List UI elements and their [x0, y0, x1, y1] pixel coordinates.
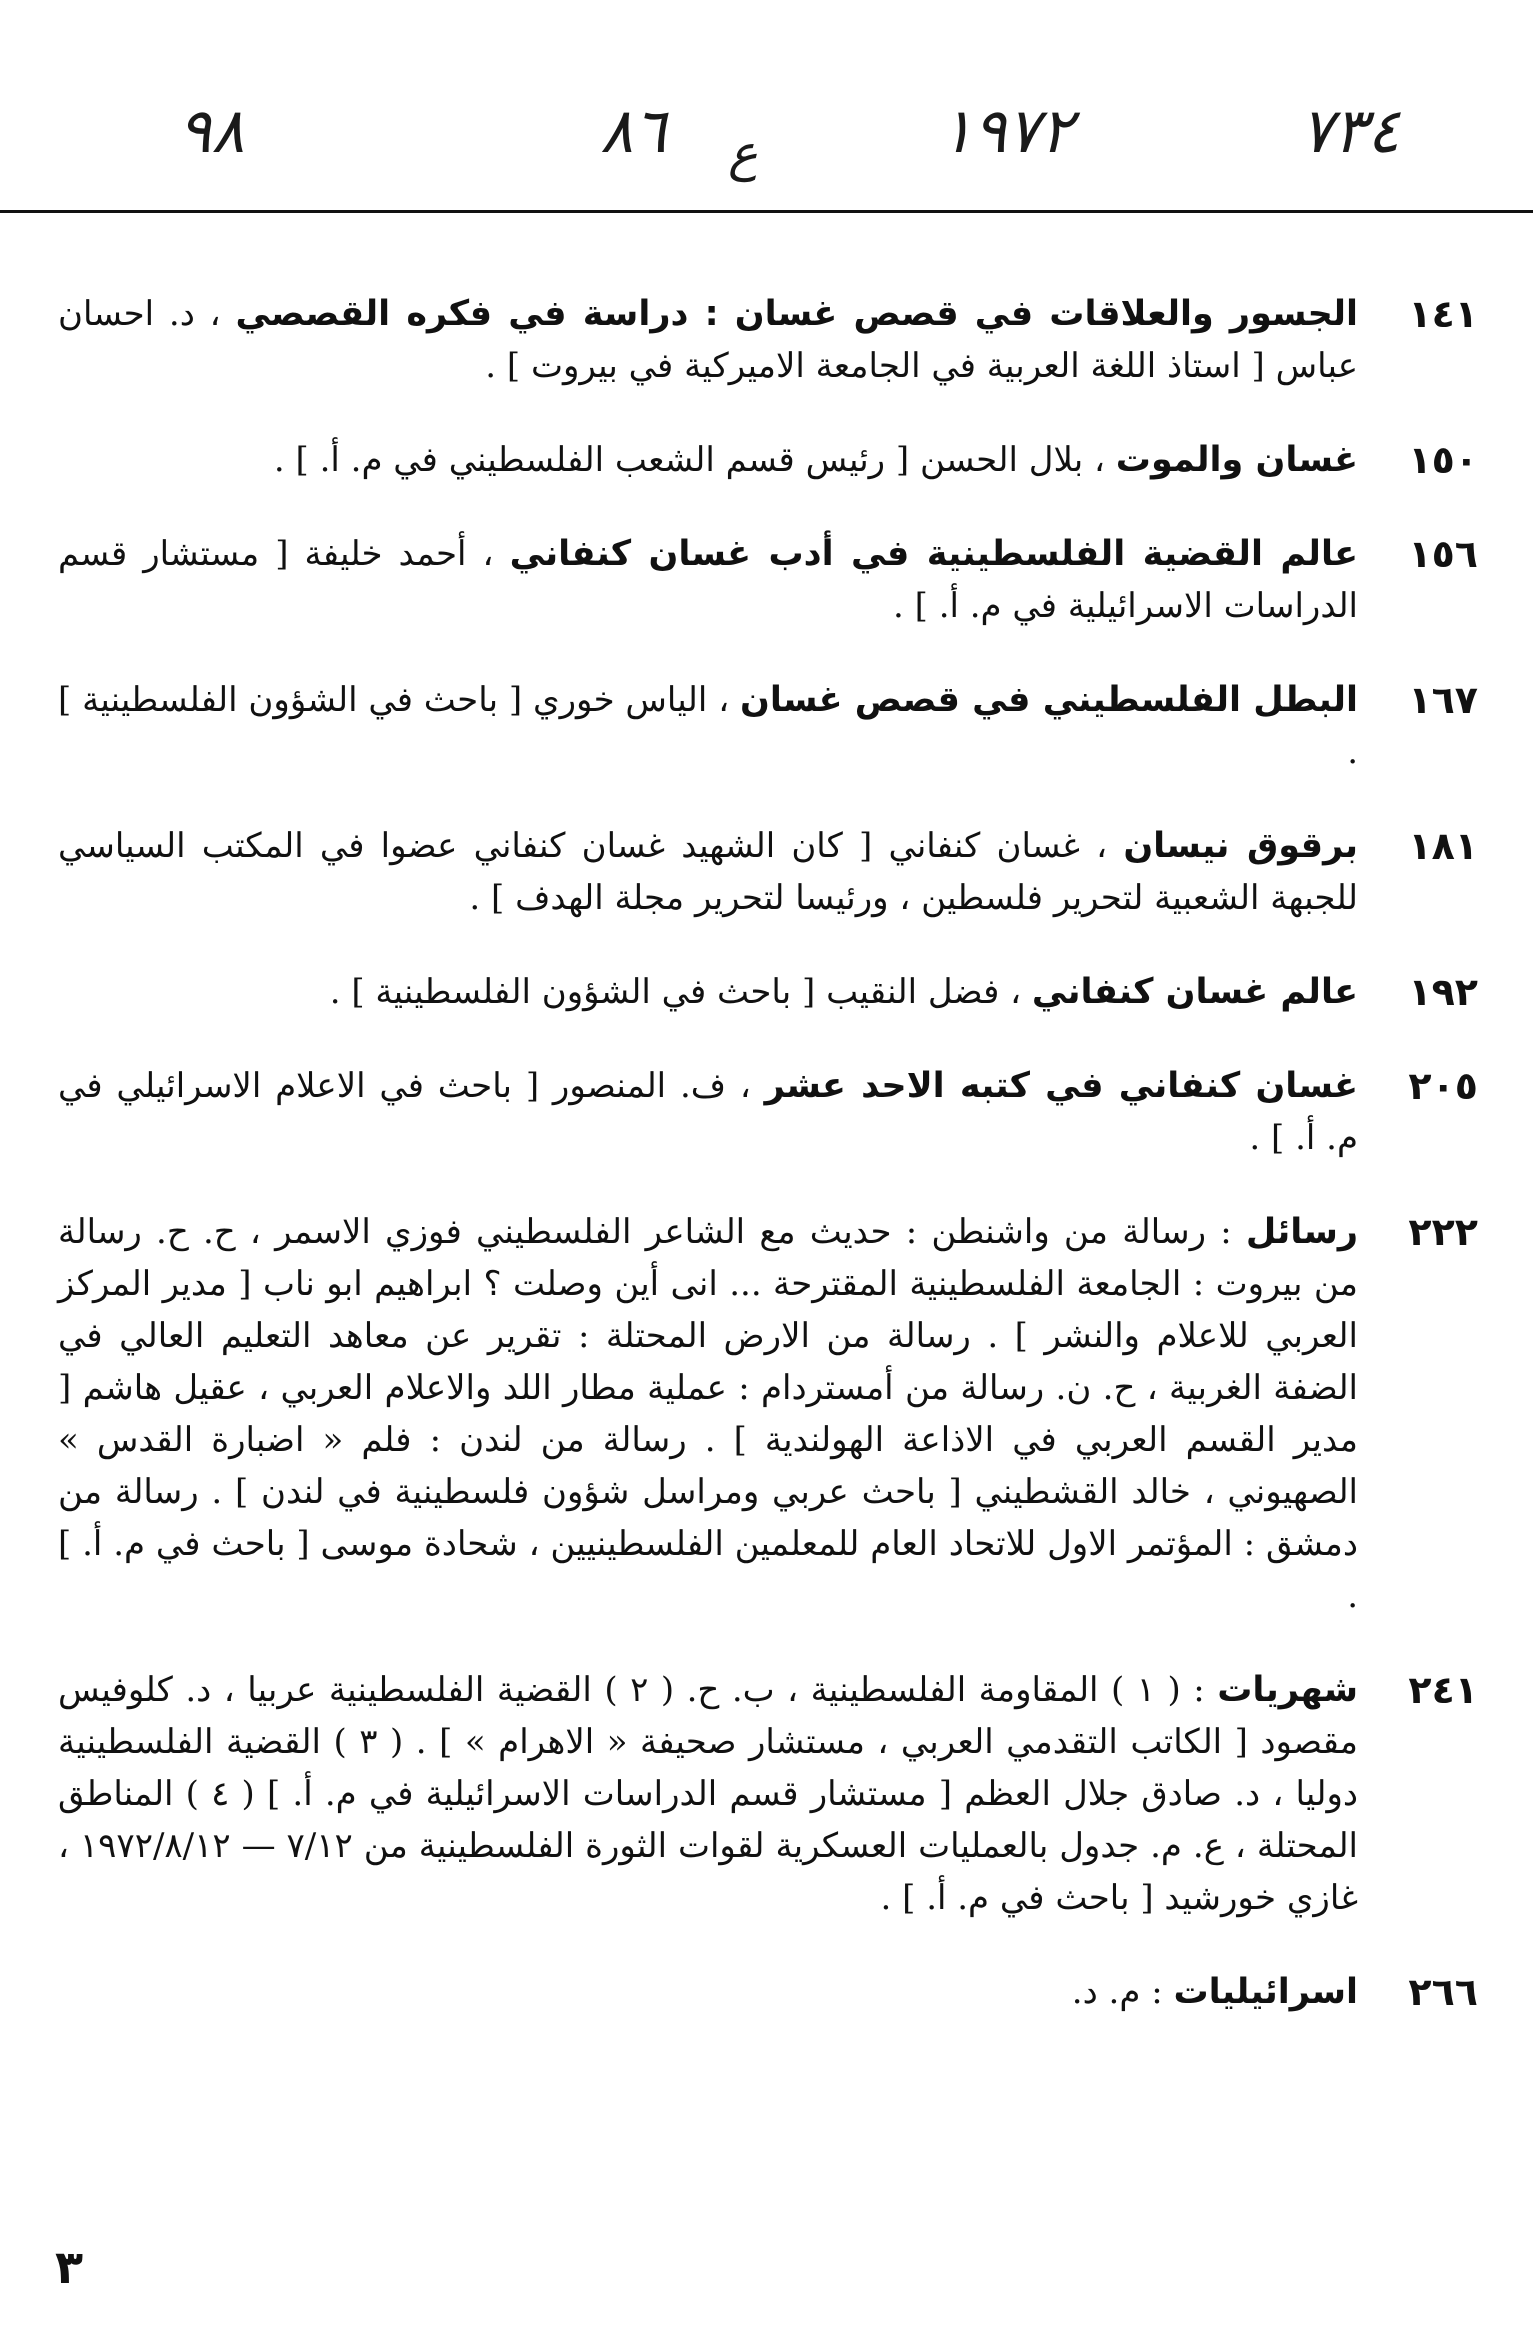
entry-title: غسان كنفاني في كتبه الاحد عشر — [764, 1066, 1358, 1106]
entry-text — [58, 1966, 1358, 2018]
entry-text — [58, 966, 1358, 1018]
entry-page-number: ١٥٠ — [1408, 438, 1478, 482]
handwritten-note-3: ع — [728, 124, 758, 182]
entry-body: : ( ١ ) المقاومة الفلسطينية ، ب. ح. ( ٢ ) القضية الفلسطينية عربيا ، د. كلوفيس مقصود [ الكاتب التقدمي العربي ، مستشار صحيفة « الاهرام » ] . ( ٣ ) القضية الفلسطينية دوليا ، د. صادق جلال العظم [ مستشار قسم الدراسات الاسرائيلية في م. أ. ] ( ٤ ) المناطق المحتلة ، ع. م. جدول بالعمليات العسكرية لقوات الثورة الفلسطينية من ٧/١٢ — ١٩٧٢/٨/١٢ ، غازي خورشيد [ باحث في م. أ. ] . — [58, 1670, 1359, 1918]
entry-text — [58, 434, 1358, 486]
toc-entry — [58, 288, 1478, 392]
entry-text — [58, 674, 1358, 778]
entry-body: ، غسان كنفاني [ كان الشهيد غسان كنفاني عضوا في المكتب السياسي للجبهة الشعبية لتحرير فلسطين ، ورئيسا لتحرير مجلة الهدف ] . — [58, 826, 1358, 918]
entry-page-number: ٢٢٢ — [1408, 1210, 1478, 1254]
handwritten-note-2: ٨٦ — [600, 94, 667, 167]
entry-text — [58, 528, 1358, 632]
entry-title: غسان والموت — [1115, 440, 1358, 480]
entry-text — [58, 1206, 1358, 1622]
entry-body: ، فضل النقيب [ باحث في الشؤون الفلسطينية ] . — [329, 972, 1022, 1012]
table-of-contents — [58, 288, 1478, 2060]
entry-page-number: ٢٦٦ — [1408, 1970, 1478, 2014]
toc-entry — [58, 674, 1478, 778]
handwritten-note-1: ٩٨ — [178, 94, 245, 167]
entry-title: برقوق نيسان — [1123, 826, 1359, 866]
entry-body: : م. د. — [1071, 1972, 1163, 2012]
entry-body: ، د. احسان عباس [ استاذ اللغة العربية في الجامعة الاميركية في بيروت ] . — [58, 294, 1358, 386]
entry-title: عالم القضية الفلسطينية في أدب غسان كنفاني — [509, 534, 1358, 574]
handwritten-note-4: ١٩٧٢ — [940, 94, 1074, 167]
toc-entry — [58, 1060, 1478, 1164]
entry-page-number: ١٥٦ — [1408, 532, 1478, 576]
toc-entry — [58, 966, 1478, 1018]
toc-entry — [58, 1966, 1478, 2018]
toc-entry — [58, 1664, 1478, 1924]
toc-entry — [58, 528, 1478, 632]
entry-body: : رسالة من واشنطن : حديث مع الشاعر الفلسطيني فوزي الاسمر ، ح. ح. رسالة من بيروت : الجامعة الفلسطينية المقترحة ... انى أين وصلت ؟ ابراهيم ابو ناب [ مدير المركز العربي للاعلام والنشر ] . رسالة من الارض المحتلة : تقرير عن معاهد التعليم العالي في الضفة الغربية ، ح. ن. رسالة من أمستردام : عملية مطار اللد والاعلام العربي ، عقيل هاشم [ مدير القسم العربي في الاذاعة الهولندية ] . رسالة من لندن : فلم « اضبارة القدس » الصهيوني ، خالد القشطيني [ باحث عربي ومراسل شؤون فلسطينية في لندن ] . رسالة من دمشق : المؤتمر الاول للاتحاد العام للمعلمين الفلسطينيين ، شحادة موسى [ باحث في م. أ. ] . — [58, 1212, 1358, 1616]
entry-text — [58, 820, 1358, 924]
entry-title: اسرائيليات — [1173, 1972, 1358, 2012]
page-number: ٣ — [55, 2240, 84, 2294]
entry-body: ، أحمد خليفة [ مستشار قسم الدراسات الاسرائيلية في م. أ. ] . — [58, 534, 1358, 626]
entry-title: عالم غسان كنفاني — [1031, 972, 1358, 1012]
handwritten-note-5: ٧٣٤ — [1300, 94, 1400, 167]
entry-text — [58, 1060, 1358, 1164]
entry-title: الجسور والعلاقات في قصص غسان : دراسة في فكره القصصي — [235, 294, 1358, 334]
entry-page-number: ١٩٢ — [1408, 970, 1478, 1014]
header-rule — [0, 210, 1533, 213]
toc-entry — [58, 434, 1478, 486]
toc-entry — [58, 820, 1478, 924]
entry-text — [58, 1664, 1358, 1924]
entry-page-number: ١٦٧ — [1408, 678, 1478, 722]
page-header — [0, 0, 1533, 214]
entry-text — [58, 288, 1358, 392]
entry-body: ، بلال الحسن [ رئيس قسم الشعب الفلسطيني في م. أ. ] . — [273, 440, 1105, 480]
entry-title: شهريات — [1217, 1670, 1359, 1710]
entry-page-number: ٢٠٥ — [1408, 1064, 1478, 1108]
entry-page-number: ١٨١ — [1408, 824, 1478, 868]
entry-page-number: ٢٤١ — [1408, 1668, 1478, 1712]
entry-title: رسائل — [1245, 1212, 1359, 1252]
entry-body: ، ف. المنصور [ باحث في الاعلام الاسرائيلي في م. أ. ] . — [58, 1066, 1358, 1158]
toc-entry — [58, 1206, 1478, 1622]
entry-title: البطل الفلسطيني في قصص غسان — [740, 680, 1358, 720]
entry-body: ، الياس خوري [ باحث في الشؤون الفلسطينية ] . — [58, 680, 1358, 772]
entry-page-number: ١٤١ — [1408, 292, 1478, 336]
